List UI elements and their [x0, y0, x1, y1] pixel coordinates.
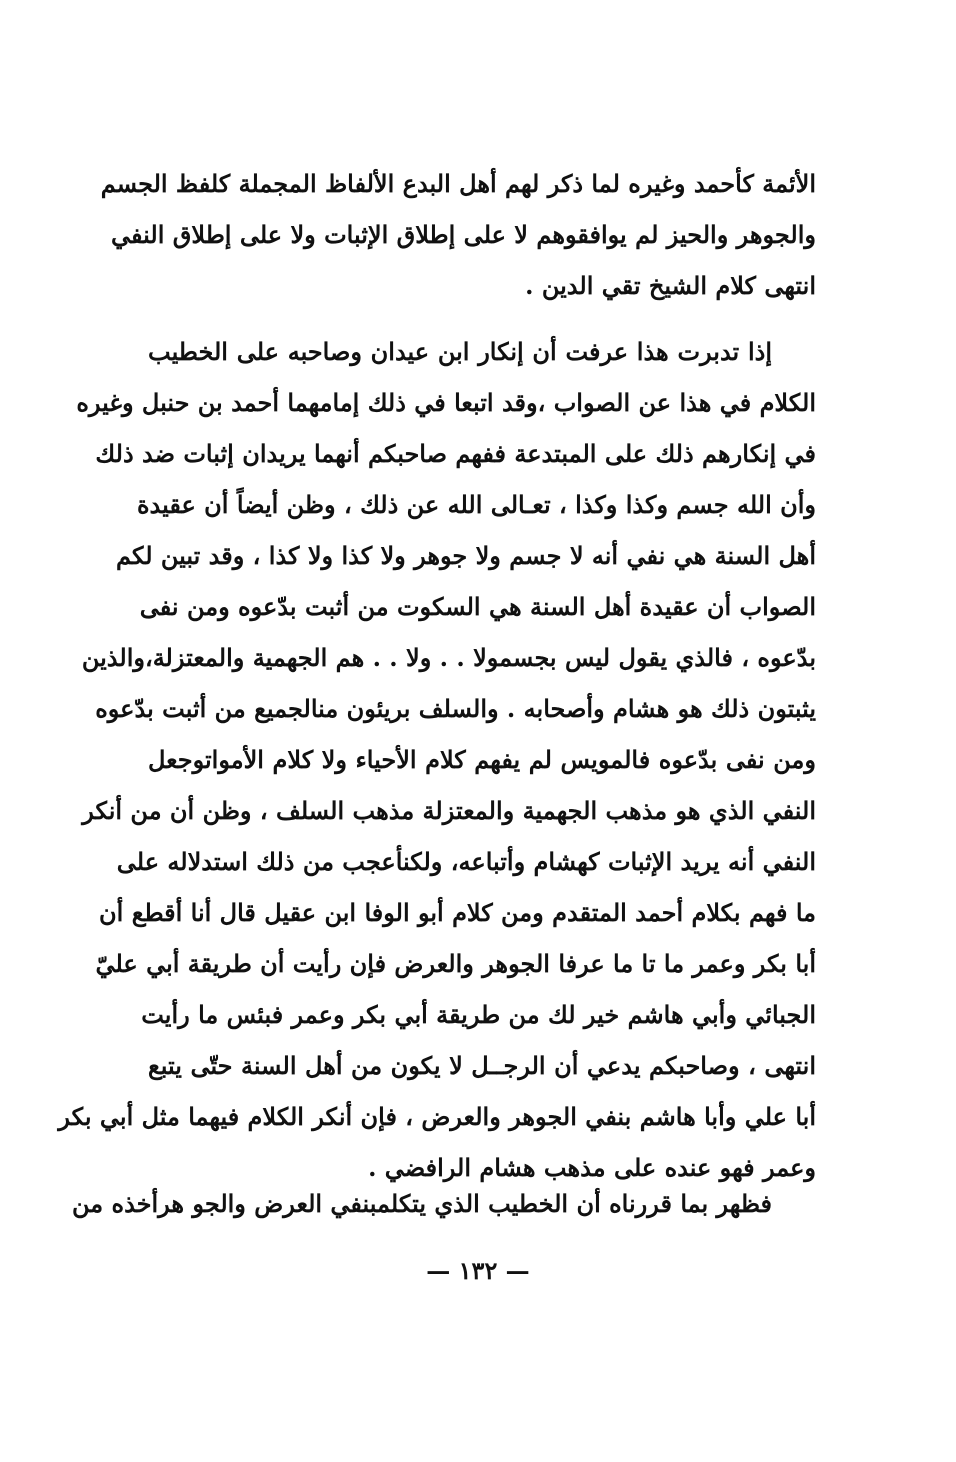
text-line: يثبتون ذلك هو هشام وأصحابه . والسلف بريئون منالجميع من أثبت بدّعوه: [95, 694, 816, 723]
text-line: الصواب أن عقيدة أهل السنة هي السكوت من أثبت بدّعوه ومن نفى: [139, 592, 816, 621]
text-line: النفي الذي هو مذهب الجهمية والمعتزلة مذهب السلف ، وظن أن من أنكر: [82, 796, 816, 825]
text-line: النفي أنه يريد الإثبات كهشام وأتباعه، ولكنأعجب من ذلك استدلاله على: [116, 847, 816, 876]
text-line: الجبائي وأبي هاشم خير لك من طريقة أبي بكر وعمر فبئس ما رأيت: [141, 1000, 816, 1029]
text-line: بدّعوه ، فالذي يقول ليس بجسمولا . . ولا . . هم الجهمية والمعتزلة،والذين: [81, 643, 816, 672]
text-line: ومن نفى بدّعوه فالمويس لم يفهم كلام الأحياء ولا كلام الأمواتوجعل: [148, 745, 816, 774]
paragraph-3: [72, 1178, 816, 1229]
paragraph-1: [100, 158, 816, 311]
text-line: أبا بكر وعمر ما تا ما عرفا الجوهر والعرض فإن رأيت أن طريقة أبي عليّ: [95, 949, 816, 978]
text-line: في إنكارهم ذلك على المبتدعة ففهم صاحبكم أنهما يريدان إثبات ضد ذلك: [95, 439, 816, 468]
text-line: أهل السنة هي نفي أنه لا جسم ولا جوهر ولا كذا ولا كذا ، وقد تبين لكم: [115, 541, 816, 570]
text-line: وأن الله جسم وكذا وكذا ، تعـالى الله عن ذلك ، وظن أيضاً أن عقيدة: [136, 490, 816, 519]
text-line: وعمر فهو عنده على مذهب هشام الرافضي .: [368, 1153, 816, 1182]
text-line: والجوهر والحيز لم يوافقوهم لا على إطلاق الإثبات ولا على إطلاق النفي: [111, 220, 816, 249]
text-line: إذا تدبرت هذا عرفت أن إنكار ابن عيدان وصاحبه على الخطيب: [148, 337, 772, 366]
text-line: الأئمة كأحمد وغيره لما ذكر لهم أهل البدع الألفاظ المجملة كلفظ الجسم: [100, 169, 816, 198]
page-number: — ١٣٢ —: [426, 1256, 530, 1285]
text-line: أبا علي وأبا هاشم بنفي الجوهر والعرض ، فإن أنكر الكلام فيهما مثل أبي بكر: [58, 1102, 816, 1131]
paragraph-2: [58, 326, 816, 1193]
text-line: ما فهم بكلام أحمد المتقدم ومن كلام أبو الوفا ابن عقيل قال أنا أقطع أن: [99, 898, 816, 927]
text-line: انتهى ، وصاحبكم يدعي أن الرجــل لا يكون من أهل السنة حتّى يتبع: [148, 1051, 816, 1080]
text-line: انتهى كلام الشيخ تقي الدين .: [525, 271, 816, 300]
text-line: الكلام في هذا عن الصواب ،وقد اتبعا في ذلك إمامهما أحمد بن حنبل وغيره: [76, 388, 816, 417]
text-line: فظهر بما قررناه أن الخطيب الذي يتكلمبنفي العرض والجو هرأخذه من: [72, 1189, 772, 1218]
